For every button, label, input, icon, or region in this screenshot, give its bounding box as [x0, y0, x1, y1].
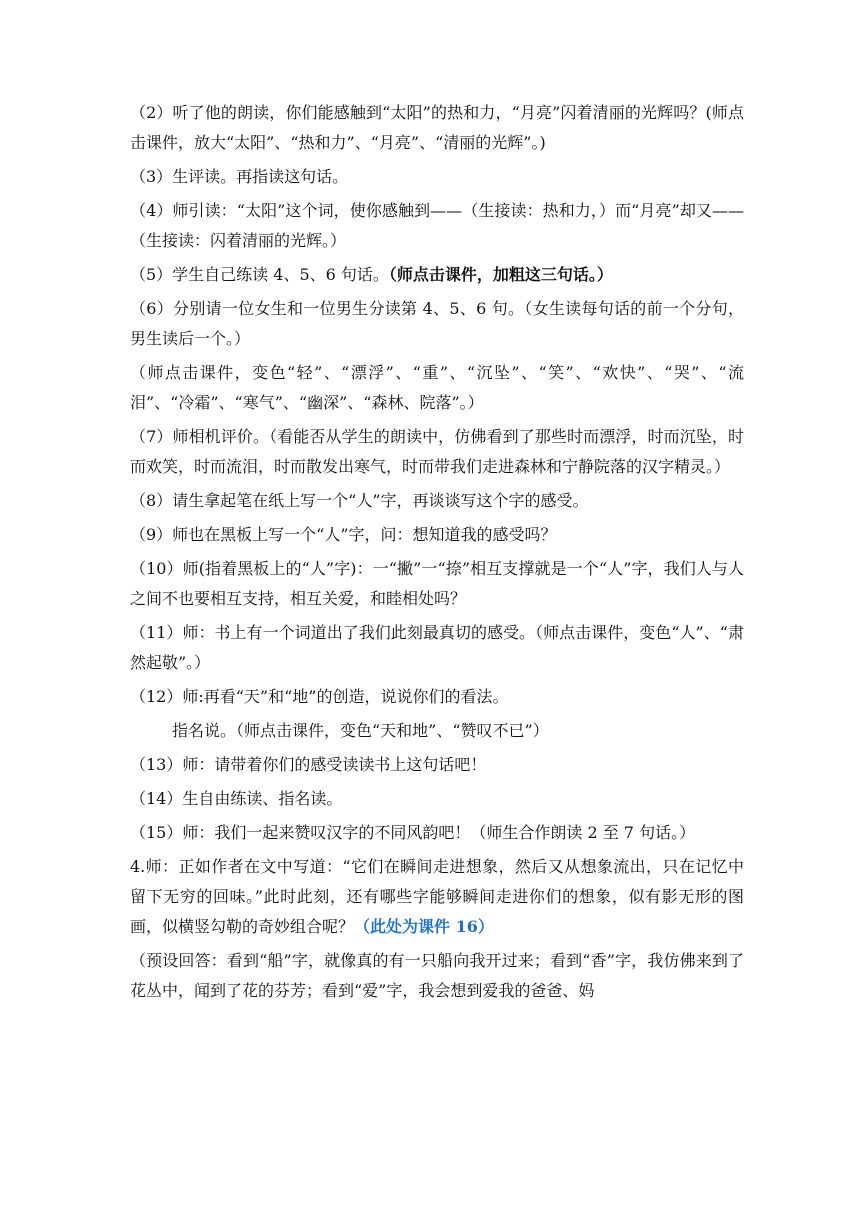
paragraph-text: （9）师也在黑板上写一个“人”字，问：想知道我的感受吗？: [130, 525, 557, 544]
paragraph-p5: [130, 260, 744, 290]
paragraph-p4main: [130, 852, 744, 942]
paragraph-text: （14）生自由练读、指名读。: [130, 789, 343, 808]
bold-instruction: （师点击课件，加粗这三句话。）: [388, 265, 613, 284]
paragraph-text: （10）师(指着黑板上的“人”字)：一“撇”一“捺”相互支撑就是一个“人”字，我们人与人之间不也要相互支持，相互关爱，和睦相处吗？: [130, 559, 744, 608]
paragraph-text: （2）听了他的朗读，你们能感触到“太阳”的热和力，“月亮”闪着清丽的光辉吗？(师点击课件，放大“太阳”、“热和力”、“月亮”、“清丽的光辉”。): [130, 103, 744, 152]
paragraph-text: （11）师：书上有一个词道出了我们此刻最真切的感受。（师点击课件，变色“人”、“肃然起敬”。）: [130, 623, 744, 672]
paragraph-p8: [130, 486, 744, 516]
paragraph-text: （7）师相机评价。（看能否从学生的朗读中，仿佛看到了那些时而漂浮，时而沉坠，时而欢笑，时而流泪，时而散发出寒气，时而带我们走进森林和宁静院落的汉字精灵。）: [130, 427, 744, 476]
paragraph-p13: [130, 750, 744, 780]
paragraph-text: （5）学生自己练读 4、5、6 句话。: [130, 265, 389, 284]
paragraph-p12b: [130, 716, 744, 746]
paragraph-text: （13）师：请带着你们的感受读读书上这句话吧！: [130, 755, 487, 774]
courseware-note: （此处为课件 16）: [354, 917, 494, 936]
paragraph-text: （4）师引读：“太阳”这个词，使你感触到——（生接读：热和力，）而“月亮”却又——（生接读：闪着清丽的光辉。）: [130, 201, 744, 250]
paragraph-text: （6）分别请一位女生和一位男生分读第 4、5、6 句。（女生读每句话的前一个分句，男生读后一个。）: [130, 299, 744, 348]
paragraph-p10: [130, 554, 744, 614]
paragraph-text: （3）生评读。再指读这句话。: [130, 167, 349, 186]
document-body: [130, 98, 744, 1010]
paragraph-p2: [130, 98, 744, 158]
paragraph-p9: [130, 520, 744, 550]
paragraph-p6b: [130, 358, 744, 418]
paragraph-p15: [130, 818, 744, 848]
paragraph-text: 指名说。（师点击课件，变色“天和地”、“赞叹不已”）: [172, 721, 549, 740]
paragraph-text: （师点击课件，变色“轻”、“漂浮”、“重”、“沉坠”、“笑”、“欢快”、“哭”、“流泪”、“冷霜”、“寒气”、“幽深”、“森林、院落”。）: [130, 363, 744, 412]
paragraph-ans: [130, 946, 744, 1006]
paragraph-text: （8）请生拿起笔在纸上写一个“人”字，再谈谈写这个字的感受。: [130, 491, 589, 510]
paragraph-p4: [130, 196, 744, 256]
paragraph-text: （12）师:再看“天”和“地”的创造，说说你们的看法。: [130, 687, 509, 706]
paragraph-p12: [130, 682, 744, 712]
paragraph-text: （预设回答：看到“船”字，就像真的有一只船向我开过来；看到“香”字，我仿佛来到了花丛中，闻到了花的芬芳；看到“爱”字，我会想到爱我的爸爸、妈: [130, 951, 744, 1000]
paragraph-text: （15）师：我们一起来赞叹汉字的不同风韵吧！（师生合作朗读 2 至 7 句话。）: [130, 823, 696, 842]
paragraph-p6: [130, 294, 744, 354]
paragraph-p14: [130, 784, 744, 814]
paragraph-text: 4.师：正如作者在文中写道：“它们在瞬间走进想象，然后又从想象流出，只在记忆中留下无穷的回味。”此时此刻，还有哪些字能够瞬间走进你们的想象，似有影无形的图画，似横竖勾勒的奇妙组合呢？: [130, 857, 744, 936]
paragraph-p11: [130, 618, 744, 678]
paragraph-p3: [130, 162, 744, 192]
paragraph-p7: [130, 422, 744, 482]
